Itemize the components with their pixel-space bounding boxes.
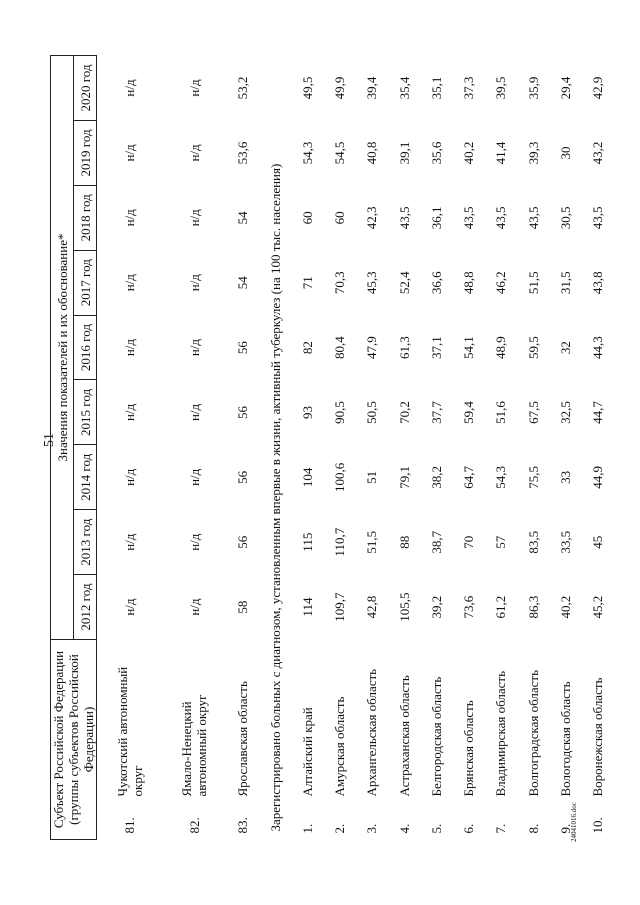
- value-cell: 31,5: [557, 271, 573, 295]
- value-cell: 45,2: [590, 595, 606, 619]
- region-name: Белгородская область: [428, 676, 444, 797]
- value-cell: 54: [235, 211, 251, 225]
- value-cell: 43,5: [493, 206, 509, 230]
- value-cell: 70,2: [396, 401, 412, 424]
- year-header: 2017 год: [74, 250, 97, 315]
- value-cell: 39,1: [396, 141, 412, 165]
- value-cell: 43,8: [590, 271, 606, 295]
- page-number: 51: [42, 433, 57, 447]
- value-cell: 56: [235, 341, 251, 355]
- value-cell: н/д: [186, 598, 202, 616]
- values-group-header: Значения показателей и их обоснование*: [51, 56, 74, 640]
- year-header: 2013 год: [74, 510, 97, 575]
- value-cell: 64,7: [461, 465, 477, 489]
- value-cell: 51: [364, 470, 380, 484]
- value-cell: 41,4: [493, 141, 509, 165]
- value-cell: 43,5: [525, 206, 541, 230]
- region-name: Волгоградская область: [525, 669, 541, 797]
- table-row: [323, 56, 355, 840]
- value-cell: н/д: [186, 403, 202, 422]
- value-cell: 54,3: [299, 141, 315, 165]
- value-cell: 49,5: [299, 76, 315, 100]
- value-cell: 83,5: [525, 530, 541, 554]
- table-row: [291, 56, 323, 840]
- year-header: 2015 год: [74, 380, 97, 445]
- region-name: Амурская область: [332, 696, 348, 797]
- value-cell: 37,7: [428, 401, 444, 424]
- row-number: 2.: [332, 823, 348, 834]
- region-name: Вологодская область: [557, 681, 573, 797]
- value-cell: 71: [299, 276, 315, 290]
- value-cell: 36,6: [428, 271, 444, 295]
- region-name: Чукотский автономный округ: [114, 666, 145, 797]
- table-body: [97, 56, 615, 840]
- value-cell: 40,2: [461, 141, 477, 165]
- value-cell: 39,3: [525, 141, 541, 165]
- value-cell: 93: [299, 405, 315, 419]
- row-number: 82.: [186, 817, 202, 834]
- value-cell: 44,3: [590, 336, 606, 359]
- region-name: Алтайский край: [299, 707, 315, 797]
- value-cell: 59,5: [525, 336, 541, 359]
- value-cell: 37,1: [428, 336, 444, 359]
- value-cell: 52,4: [396, 271, 412, 295]
- value-cell: 40,8: [364, 141, 380, 165]
- value-cell: 105,5: [396, 592, 412, 622]
- value-cell: 30,5: [557, 206, 573, 230]
- year-header: 2020 год: [74, 56, 97, 121]
- table-row: [485, 56, 517, 840]
- value-cell: 60: [332, 211, 348, 225]
- value-cell: 110,7: [332, 527, 348, 557]
- row-number: 81.: [122, 817, 138, 834]
- value-cell: 44,9: [590, 465, 606, 489]
- section-title: Зарегистрировано больных с диагнозом, установленным впервые в жизни, активный туберкулез (на 100 тыс. населения): [267, 163, 283, 832]
- subject-column-header: Субъект Российской Федерации (группы субъектов Российской Федерации): [51, 640, 97, 840]
- table-row: [162, 56, 227, 840]
- region-name: Архангельская область: [364, 668, 380, 797]
- value-cell: н/д: [122, 468, 138, 486]
- row-number: 6.: [461, 823, 477, 834]
- value-cell: 29,4: [557, 76, 573, 100]
- value-cell: 54,5: [332, 141, 348, 165]
- value-cell: н/д: [186, 144, 202, 162]
- value-cell: 58: [235, 600, 251, 614]
- value-cell: 39,2: [428, 595, 444, 619]
- value-cell: 54,1: [461, 336, 477, 359]
- table-row: [97, 56, 163, 840]
- row-number: 10.: [590, 817, 606, 834]
- value-cell: 90,5: [332, 401, 348, 424]
- value-cell: 60: [299, 211, 315, 225]
- value-cell: н/д: [186, 79, 202, 97]
- value-cell: 53,2: [235, 76, 251, 100]
- table-row: [388, 56, 420, 840]
- value-cell: 45,3: [364, 271, 380, 295]
- year-header: 2019 год: [74, 121, 97, 186]
- value-cell: н/д: [122, 598, 138, 616]
- value-cell: 42,8: [364, 595, 380, 619]
- value-cell: 36,1: [428, 206, 444, 230]
- year-header: 2016 год: [74, 315, 97, 380]
- value-cell: 61,2: [493, 595, 509, 619]
- value-cell: 35,9: [525, 76, 541, 100]
- value-cell: 50,5: [364, 401, 380, 424]
- value-cell: 70,3: [332, 271, 348, 295]
- region-name: Астраханская область: [396, 675, 412, 797]
- value-cell: н/д: [122, 338, 138, 357]
- section-row: [259, 56, 291, 840]
- value-cell: 49,9: [332, 76, 348, 100]
- value-cell: 45: [590, 535, 606, 549]
- region-name: Ямало-Ненецкий автономный округ: [179, 694, 210, 797]
- table-row: [227, 56, 259, 840]
- value-cell: 43,2: [590, 141, 606, 165]
- value-cell: 37,3: [461, 76, 477, 100]
- value-cell: 54,3: [493, 465, 509, 489]
- value-cell: 56: [235, 535, 251, 549]
- value-cell: 88: [396, 535, 412, 549]
- value-cell: 42,3: [364, 206, 380, 230]
- value-cell: 61,3: [396, 336, 412, 359]
- value-cell: н/д: [122, 209, 138, 227]
- row-number: 1.: [299, 823, 315, 834]
- value-cell: н/д: [186, 209, 202, 227]
- value-cell: 33: [557, 470, 573, 484]
- footer-filename: 24041016.doc: [570, 802, 578, 842]
- region-name: Ярославская область: [235, 681, 251, 797]
- value-cell: 51,5: [525, 271, 541, 295]
- rotated-table-container: [50, 55, 606, 840]
- value-cell: 38,2: [428, 465, 444, 489]
- data-table: [50, 55, 614, 840]
- value-cell: 46,2: [493, 271, 509, 295]
- table-row: [453, 56, 485, 840]
- value-cell: 43,5: [396, 206, 412, 230]
- value-cell: н/д: [186, 338, 202, 357]
- row-number: 83.: [235, 817, 251, 834]
- value-cell: 39,5: [493, 76, 509, 100]
- value-cell: 35,6: [428, 141, 444, 165]
- value-cell: 54: [235, 276, 251, 290]
- value-cell: 48,9: [493, 336, 509, 359]
- row-number: 7.: [493, 823, 509, 834]
- value-cell: 43,5: [461, 206, 477, 230]
- value-cell: 30: [557, 146, 573, 160]
- value-cell: 39,4: [364, 76, 380, 100]
- value-cell: 44,7: [590, 401, 606, 424]
- year-header: 2018 год: [74, 185, 97, 250]
- value-cell: 53,6: [235, 141, 251, 165]
- value-cell: 67,5: [525, 401, 541, 424]
- value-cell: н/д: [186, 533, 202, 551]
- table-row: [582, 56, 614, 840]
- value-cell: н/д: [122, 403, 138, 422]
- value-cell: н/д: [122, 533, 138, 551]
- year-header: 2014 год: [74, 445, 97, 510]
- value-cell: 104: [299, 467, 315, 488]
- value-cell: 109,7: [332, 592, 348, 622]
- row-number: 5.: [428, 823, 444, 834]
- row-number: 8.: [525, 823, 541, 834]
- value-cell: 48,8: [461, 271, 477, 295]
- year-header: 2012 год: [74, 575, 97, 640]
- value-cell: 43,5: [590, 206, 606, 230]
- region-name: Воронежская область: [590, 677, 606, 797]
- value-cell: н/д: [186, 274, 202, 292]
- row-number: 9.: [557, 823, 573, 834]
- value-cell: 51,6: [493, 401, 509, 424]
- value-cell: 56: [235, 470, 251, 484]
- value-cell: н/д: [122, 79, 138, 97]
- value-cell: 56: [235, 405, 251, 419]
- value-cell: 42,9: [590, 76, 606, 100]
- value-cell: 32,5: [557, 401, 573, 424]
- value-cell: 35,1: [428, 76, 444, 100]
- value-cell: н/д: [122, 274, 138, 292]
- table-row: [356, 56, 388, 840]
- value-cell: 51,5: [364, 530, 380, 554]
- value-cell: 40,2: [557, 595, 573, 619]
- value-cell: 75,5: [525, 465, 541, 489]
- value-cell: 32: [557, 341, 573, 355]
- value-cell: н/д: [122, 144, 138, 162]
- value-cell: 79,1: [396, 465, 412, 489]
- value-cell: 80,4: [332, 336, 348, 359]
- table-row: [420, 56, 452, 840]
- value-cell: 33,5: [557, 530, 573, 554]
- value-cell: 114: [299, 597, 315, 617]
- region-name: Брянская область: [461, 700, 477, 797]
- value-cell: 115: [299, 532, 315, 552]
- value-cell: 82: [299, 341, 315, 355]
- value-cell: 73,6: [461, 595, 477, 619]
- row-number: 4.: [396, 823, 412, 834]
- value-cell: 86,3: [525, 595, 541, 619]
- table-row: [549, 56, 581, 840]
- table-row: [517, 56, 549, 840]
- value-cell: 100,6: [332, 462, 348, 492]
- value-cell: н/д: [186, 468, 202, 486]
- region-name: Владимирская область: [493, 671, 509, 797]
- value-cell: 59,4: [461, 401, 477, 424]
- value-cell: 38,7: [428, 530, 444, 554]
- value-cell: 57: [493, 535, 509, 549]
- value-cell: 35,4: [396, 76, 412, 100]
- row-number: 3.: [364, 823, 380, 834]
- value-cell: 70: [461, 535, 477, 549]
- value-cell: 47,9: [364, 336, 380, 359]
